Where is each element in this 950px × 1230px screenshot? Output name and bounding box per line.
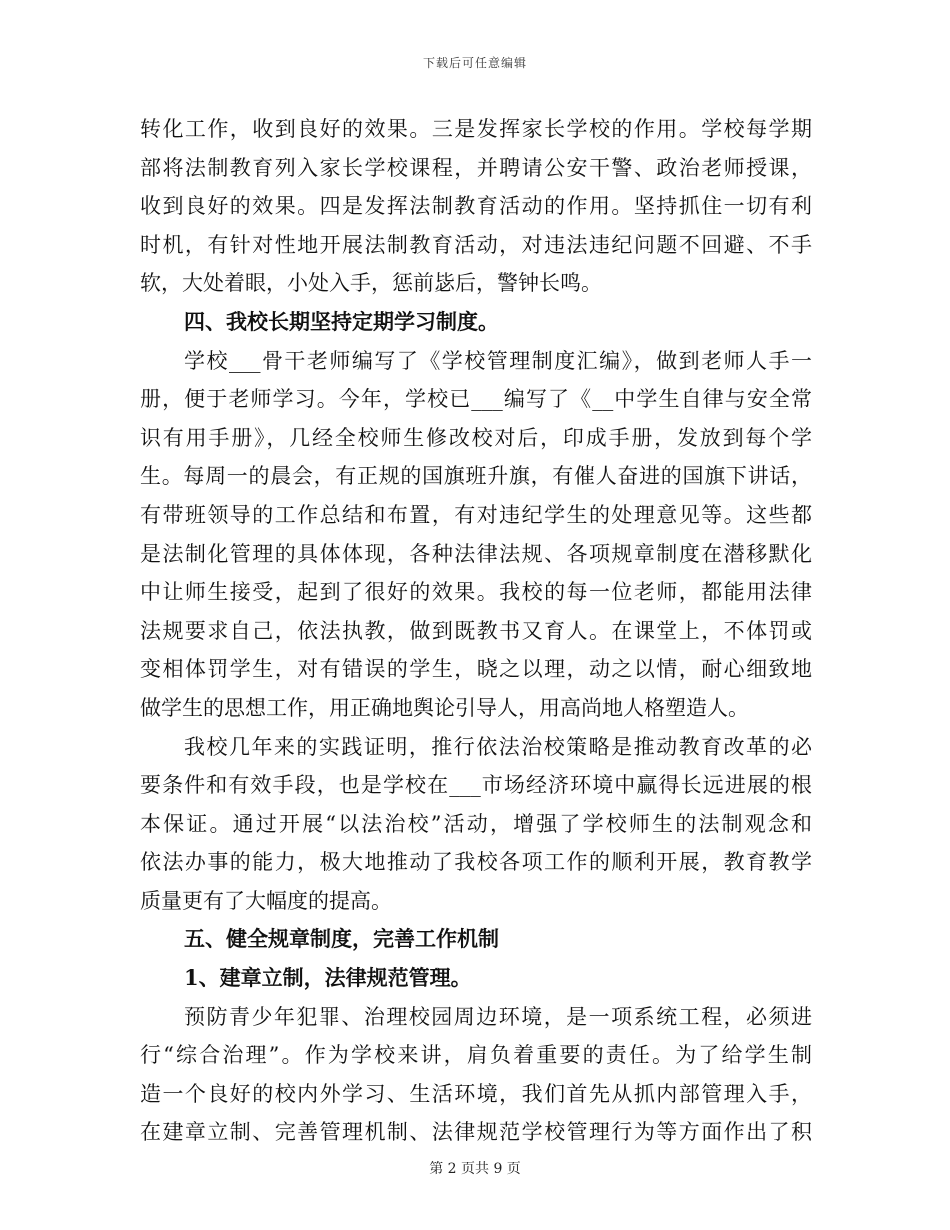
text-line: 我校几年来的实践证明，推行依法治校策略是推动教育改革的必 — [184, 734, 812, 759]
text-line: 预防青少年犯罪、治理校园周边环境，是一项系统工程，必须进 — [184, 1004, 812, 1029]
page-footer: 第 2 页共 9 页 — [429, 1161, 521, 1177]
text-line: 要条件和有效手段，也是学校在___市场经济环境中赢得长远进展的根 — [140, 773, 812, 798]
text-line: 部将法制教育列入家长学校课程，并聘请公安干警、政治老师授课， — [140, 155, 812, 180]
text-line: 中让师生接受，起到了很好的效果。我校的每一位老师，都能用法律 — [140, 580, 812, 605]
page-header: 下载后可任意编辑 — [422, 56, 527, 70]
text-line: 有带班领导的工作总结和布置，有对违纪学生的处理意见等。这些都 — [140, 502, 812, 527]
text-line: 软，大处着眼，小处入手，惩前毖后，警钟长鸣。 — [140, 271, 602, 296]
text-line: 依法办事的能力，极大地推动了我校各项工作的顺利开展，教育教学 — [140, 850, 812, 875]
document-body — [140, 110, 812, 1152]
text-line: 行“综合治理”。作为学校来讲，肩负着重要的责任。为了给学生制 — [140, 1043, 812, 1068]
text-line: 造一个良好的校内外学习、生活环境，我们首先从抓内部管理入手， — [140, 1081, 812, 1106]
text-line: 转化工作，收到良好的效果。三是发挥家长学校的作用。学校每学期 — [140, 117, 812, 141]
text-line: 变相体罚学生，对有错误的学生，晓之以理，动之以情，耐心细致地 — [140, 657, 812, 682]
section-heading: 五、健全规章制度，完善工作机制 — [184, 926, 499, 952]
text-line: 生。每周一的晨会，有正规的国旗班升旗，有催人奋进的国旗下讲话， — [140, 464, 812, 489]
text-line: 学校___骨干老师编写了《学校管理制度汇编》，做到老师人手一 — [184, 348, 812, 373]
text-line: 质量更有了大幅度的提高。 — [140, 888, 392, 913]
text-line: 做学生的思想工作，用正确地舆论引导人，用高尚地人格塑造人。 — [140, 695, 749, 720]
text-line: 册，便于老师学习。今年，学校已___编写了《__中学生自律与安全常 — [140, 387, 812, 412]
text-line: 时机，有针对性地开展法制教育活动，对违法违纪问题不回避、不手 — [140, 232, 812, 257]
section-heading: 1、建章立制，法律规范管理。 — [184, 965, 472, 991]
text-line: 收到良好的效果。四是发挥法制教育活动的作用。坚持抓住一切有利 — [140, 194, 812, 219]
text-line: 识有用手册》，几经全校师生修改校对后，印成手册，发放到每个学 — [140, 425, 812, 450]
text-line: 法规要求自己，依法执教，做到既教书又育人。在课堂上，不体罚或 — [140, 618, 812, 643]
text-line: 本保证。通过开展“以法治校”活动，增强了学校师生的法制观念和 — [140, 811, 812, 836]
text-line: 是法制化管理的具体体现，各种法律法规、各项规章制度在潜移默化 — [140, 541, 812, 566]
section-heading: 四、我校长期坚持定期学习制度。 — [184, 308, 499, 334]
text-line: 在建章立制、完善管理机制、法律规范学校管理行为等方面作出了积 — [140, 1120, 812, 1145]
